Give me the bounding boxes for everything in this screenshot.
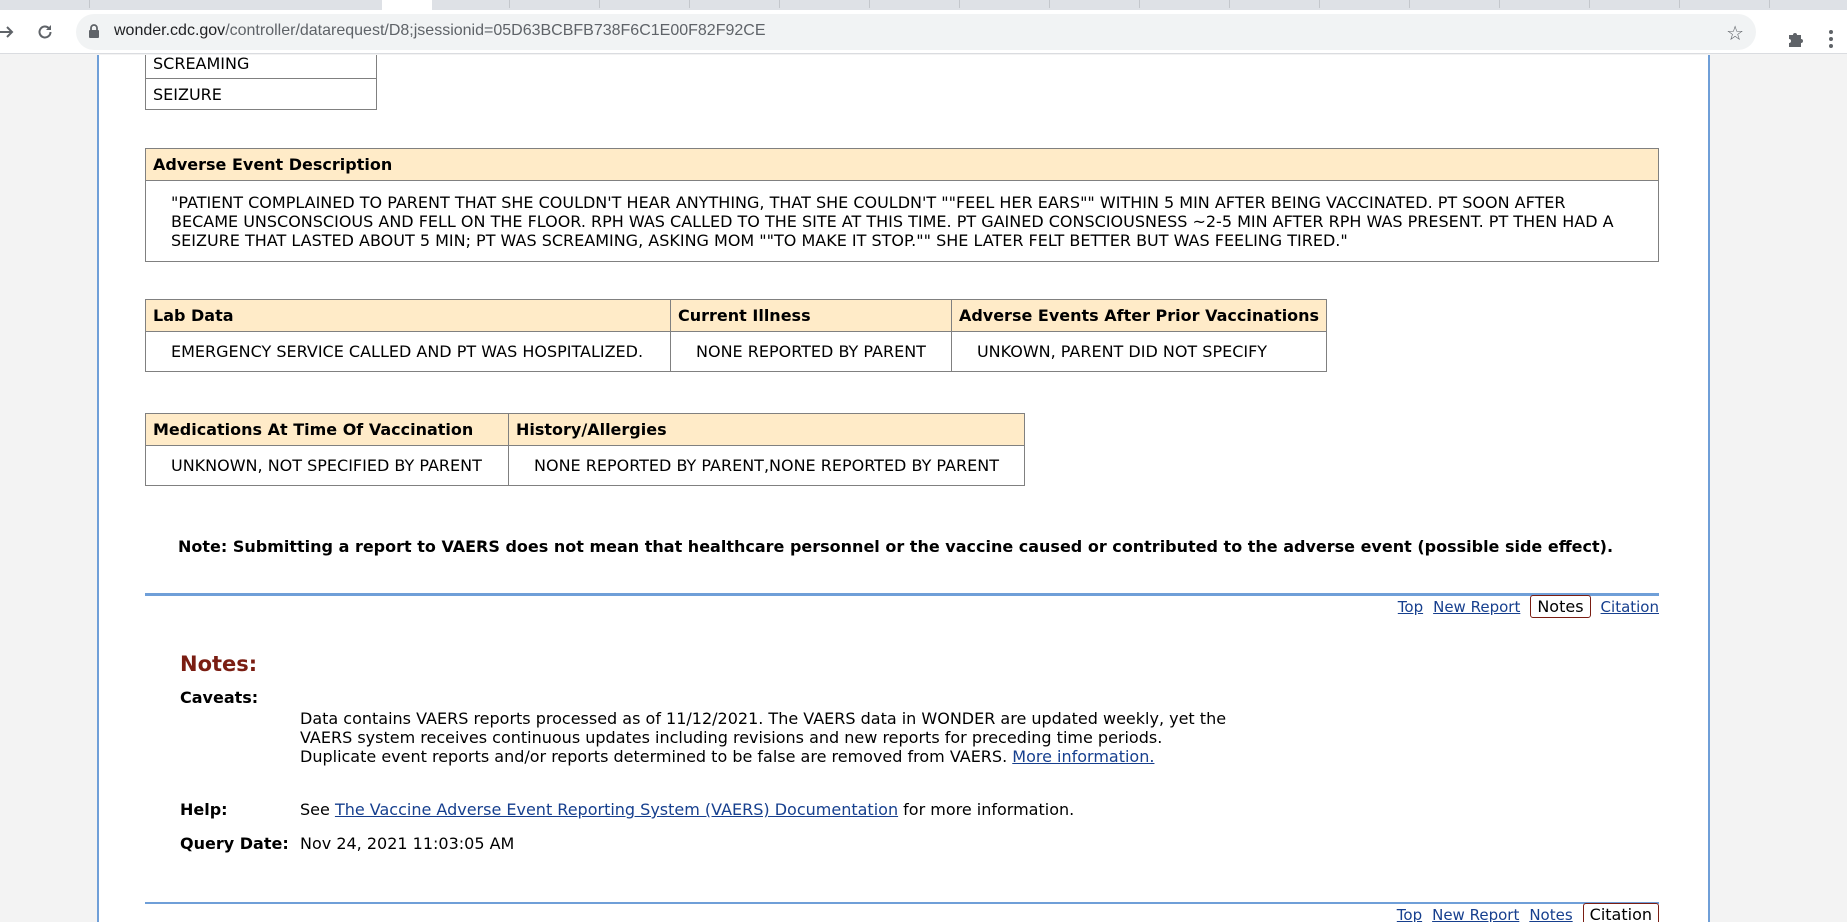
new-report-link[interactable]: New Report <box>1433 597 1521 616</box>
history-allergies-value: NONE REPORTED BY PARENT,NONE REPORTED BY PARENT <box>509 446 1025 486</box>
page-content <box>0 55 1847 922</box>
description-text: "PATIENT COMPLAINED TO PARENT THAT SHE COULDN'T HEAR ANYTHING, THAT SHE COULDN'T ""FEEL HER EARS"" WITHIN 5 MIN AFTER BEING VACCINATED. PT SOON AFTER BECAME UNSCONSCIOUS AND FELL ON THE FLOOR. RPH WAS CALLED TO THE SITE AT THIS TIME. PT GAINED CONSCIOUSNESS ~2-5 MIN AFTER RPH WAS PRESENT. PT THEN HAD A SEIZURE THAT LASTED ABOUT 5 MIN; PT WAS SCREAMING, ASKING MOM ""TO MAKE IT STOP."" SHE LATER FELT BETTER BUT WAS FEELING TIRED." <box>171 193 1614 250</box>
history-allergies-header: History/Allergies <box>509 414 1025 446</box>
more-options-icon[interactable] <box>1828 29 1834 53</box>
table-row <box>146 79 377 110</box>
lab-data-header: Lab Data <box>146 300 671 332</box>
tab[interactable] <box>920 0 960 8</box>
more-information-link[interactable]: More information. <box>1012 747 1155 766</box>
active-tab[interactable] <box>382 0 432 10</box>
tab[interactable] <box>1730 0 1770 8</box>
caveats-text: Data contains VAERS reports processed as of 11/12/2021. The VAERS data in WONDER are updated weekly, yet the VAERS system receives continuous updates including revisions and new reports for preceding time periods. Duplicate event reports and/or reports determined to be false are removed from VAERS. More information. <box>300 709 1227 766</box>
top-link[interactable]: Top <box>1397 597 1424 616</box>
symptom-cell: SCREAMING <box>146 55 377 79</box>
citation-link[interactable]: Citation <box>1600 597 1659 616</box>
tab[interactable] <box>1100 0 1140 8</box>
tab-strip <box>0 0 1847 10</box>
address-bar[interactable] <box>76 14 1756 50</box>
table-row <box>146 446 1025 486</box>
current-illness-value: NONE REPORTED BY PARENT <box>671 332 952 372</box>
lab-data-table <box>145 299 1327 372</box>
lab-data-value: EMERGENCY SERVICE CALLED AND PT WAS HOSPITALIZED. <box>146 332 671 372</box>
prior-vaccinations-header: Adverse Events After Prior Vaccinations <box>951 300 1326 332</box>
table-row <box>146 332 1327 372</box>
tab[interactable] <box>470 0 510 8</box>
notes-tab-current[interactable]: Notes <box>1530 595 1590 618</box>
reload-icon[interactable] <box>32 19 58 45</box>
help-text: See The Vaccine Adverse Event Reporting System (VAERS) Documentation for more information. <box>300 800 1075 819</box>
new-report-link[interactable]: New Report <box>1432 905 1520 922</box>
top-link[interactable]: Top <box>1396 905 1423 922</box>
current-illness-header: Current Illness <box>671 300 952 332</box>
tab[interactable] <box>1640 0 1680 8</box>
tab[interactable] <box>1190 0 1230 8</box>
vaers-disclaimer-note: Note: Submitting a report to VAERS does not mean that healthcare personnel or the vaccine caused or contributed to the adverse event (possible side effect). <box>178 537 1614 556</box>
table-header-row <box>146 414 1025 446</box>
tab[interactable] <box>650 0 690 8</box>
tab[interactable] <box>1370 0 1410 8</box>
medications-table <box>145 413 1025 486</box>
lock-icon[interactable] <box>88 24 100 43</box>
caveats-label: Caveats: <box>180 688 259 707</box>
tab[interactable] <box>560 0 600 8</box>
symptom-cell: SEIZURE <box>146 79 377 110</box>
tab[interactable] <box>1280 0 1320 8</box>
bookmark-star-icon[interactable]: ☆ <box>1726 21 1744 45</box>
tab[interactable] <box>1010 0 1050 8</box>
tab[interactable] <box>60 0 90 8</box>
section-nav-bottom <box>1397 903 1659 922</box>
citation-tab-current[interactable]: Citation <box>1583 903 1659 922</box>
symptoms-table <box>145 55 377 110</box>
help-label: Help: <box>180 800 228 819</box>
notes-link[interactable]: Notes <box>1529 905 1573 922</box>
query-date-label: Query Date: <box>180 834 289 853</box>
vaers-documentation-link[interactable]: The Vaccine Adverse Event Reporting System (VAERS) Documentation <box>334 800 899 819</box>
section-nav-top <box>1398 595 1659 618</box>
browser-toolbar <box>0 10 1847 54</box>
prior-vaccinations-value: UNKOWN, PARENT DID NOT SPECIFY <box>951 332 1326 372</box>
tab[interactable] <box>740 0 780 8</box>
medications-header: Medications At Time Of Vaccination <box>146 414 509 446</box>
adverse-event-description <box>145 148 1659 262</box>
medications-value: UNKNOWN, NOT SPECIFIED BY PARENT <box>146 446 509 486</box>
notes-title: Notes: <box>180 652 258 676</box>
extensions-puzzle-icon[interactable] <box>1786 29 1806 53</box>
description-header: Adverse Event Description <box>146 149 1658 181</box>
url-text[interactable]: wonder.cdc.gov/controller/datarequest/D8;jsessionid=05D63BCBFB738F6C1E00F82F92CE <box>114 22 766 39</box>
tab[interactable] <box>830 0 870 8</box>
tab[interactable] <box>1460 0 1500 8</box>
query-date-value: Nov 24, 2021 11:03:05 AM <box>300 834 515 853</box>
table-header-row <box>146 300 1327 332</box>
tab[interactable] <box>1550 0 1590 8</box>
forward-arrow-icon[interactable] <box>0 19 20 45</box>
table-row <box>146 55 377 79</box>
